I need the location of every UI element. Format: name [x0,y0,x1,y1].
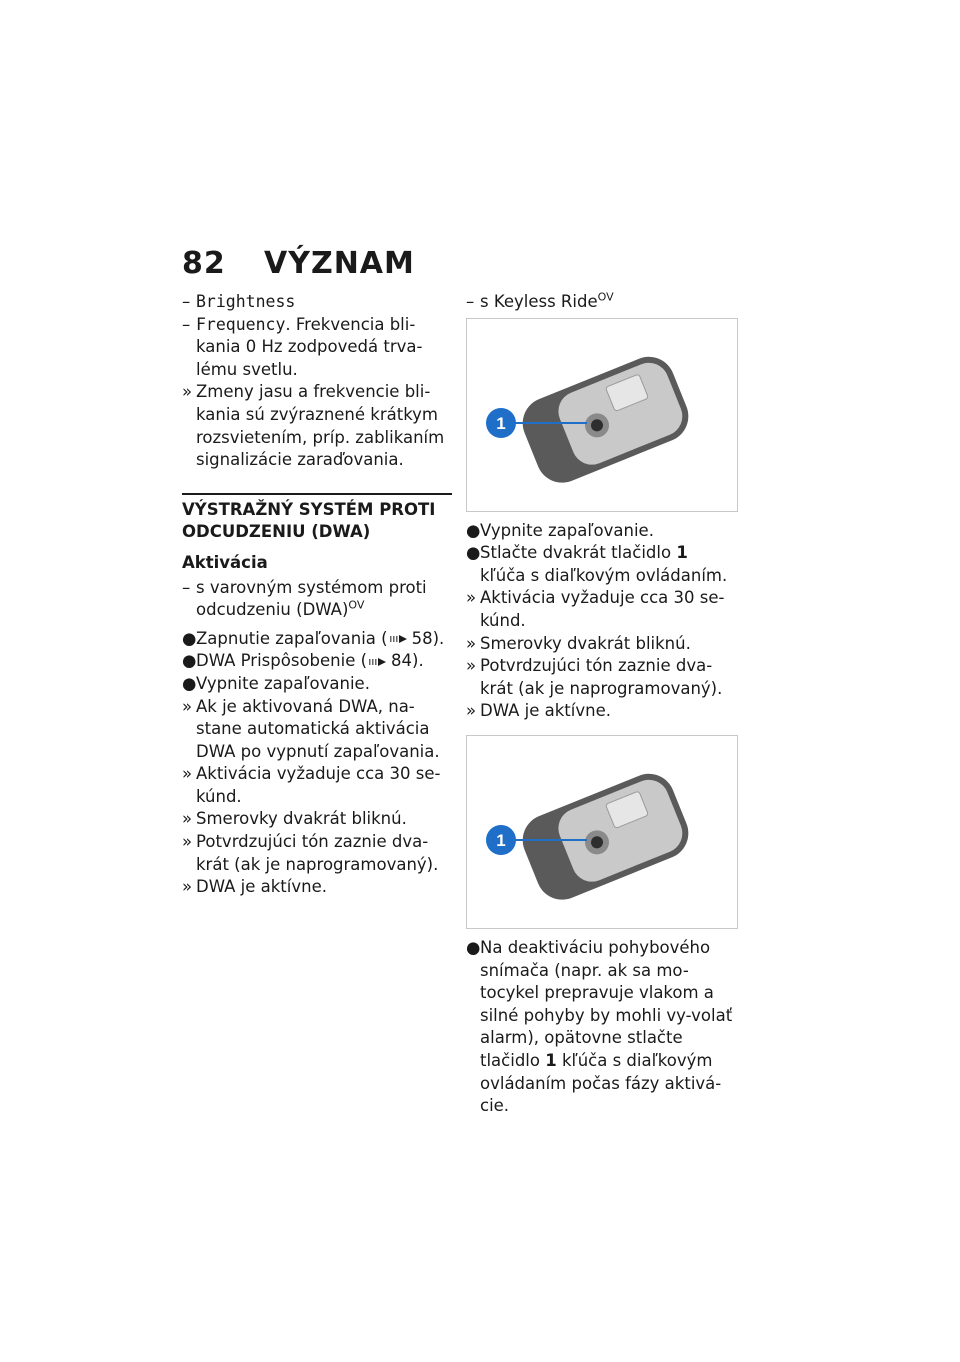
result-item [182,763,452,808]
page-reference-icon [367,656,391,668]
key-fob-figure-2 [466,735,738,929]
result-marker: » [466,588,477,608]
list-item-brightness [182,291,452,314]
result-item [466,587,738,632]
page-reference-icon [388,633,412,645]
page-link[interactable]: 58). [411,628,445,648]
result-item [182,381,452,471]
bullet-marker: ● [182,651,197,671]
list-item-alarm-system [182,577,452,622]
result-marker: » [182,382,193,402]
bullet-marker: ● [466,520,481,540]
result-marker: » [466,701,477,721]
result-item [182,696,452,764]
result-text: DWA je aktívne. [480,701,611,721]
result-marker: » [182,877,193,897]
dash-marker: – [182,577,191,597]
step-text: Vypnite zapaľovanie. [196,673,370,693]
step-text: Vypnite zapaľovanie. [480,520,654,540]
list-item-frequency [182,314,452,382]
result-item [466,655,738,700]
dash-marker: – [182,292,191,311]
result-text: Potvrdzujúci tón zaznie dva-krát (ak je naprogramovaný). [480,656,723,698]
step-item [466,937,738,1118]
step-item [466,542,738,587]
result-text: Aktivácia vyžaduje cca 30 se-kúnd. [480,588,725,630]
button-reference: 1 [676,543,688,563]
page-link[interactable]: 84). [391,651,424,671]
result-text: Ak je aktivovaná DWA, na-stane automatická aktivácia DWA po vypnutí zapaľovania. [196,696,440,761]
result-item [466,633,738,656]
step-text: kľúča s diaľkovým ovládaním. [480,565,728,585]
key-fob-illustration [467,736,737,928]
right-column [466,291,738,1118]
step-item [466,520,738,543]
result-marker: » [182,764,193,784]
dash-marker: – [182,314,191,334]
callout-number: 1 [496,830,506,850]
result-marker: » [182,809,193,829]
result-text: Smerovky dvakrát bliknú. [480,633,691,653]
step-text: Na deaktiváciu pohybového snímača (napr. ak sa mo-tocykel prepravuje vlakom a silné pohyby by mohli vy-volať alarm), opätovne stlačte tlačidlo [480,937,733,1070]
list-item-keyless-ride [466,291,738,314]
step-item [182,673,452,696]
result-text: Smerovky dvakrát bliknú. [196,809,407,829]
callout-number: 1 [496,413,506,433]
result-text: Potvrdzujúci tón zaznie dva-krát (ak je naprogramovaný). [196,832,439,874]
step-item [182,628,452,651]
result-marker: » [182,696,193,716]
frequency-text: . Frekvencia bli-kania 0 Hz zodpovedá trva-lému svetlu. [196,314,423,379]
page-header [182,246,415,281]
bullet-marker: ● [182,628,197,648]
bullet-marker: ● [182,673,197,693]
result-item [182,831,452,876]
result-marker: » [466,656,477,676]
button-reference: 1 [545,1050,557,1070]
section-divider [182,493,452,544]
option-superscript: OV [597,290,614,304]
result-text: Zmeny jasu a frekvencie bli-kania sú zvýraznené krátkym rozsvietením, príp. zablikaním signalizácie zaraďovania. [196,382,445,470]
dash-marker: – [466,292,475,311]
left-column [182,291,452,899]
step-text: Stlačte dvakrát tlačidlo [480,543,677,563]
step-text: DWA Prispôsobenie ( [196,651,368,671]
step-item [182,650,452,673]
bullet-marker: ● [466,937,481,957]
result-item [466,700,738,723]
result-item [182,808,452,831]
result-item [182,876,452,899]
section-title: VÝSTRAŽNÝ SYSTÉM PROTI ODCUDZENIU (DWA) [182,499,436,542]
result-text: DWA je aktívne. [196,877,327,897]
frequency-code: Frequency [196,314,286,334]
result-text: Aktivácia vyžaduje cca 30 se-kúnd. [196,764,441,806]
page-number: 82 [182,246,226,281]
option-superscript: OV [348,598,365,612]
brightness-code: Brightness [196,292,296,311]
page-title: VÝZNAM [264,246,415,281]
key-fob-figure [466,318,738,512]
subheading-activation: Aktivácia [182,552,268,572]
result-marker: » [466,633,477,653]
result-marker: » [182,832,193,852]
condition-text: s Keyless Ride [480,292,598,311]
key-fob-illustration [467,319,737,511]
condition-text: s varovným systémom proti odcudzeniu (DWA) [196,577,427,620]
bullet-marker: ● [466,543,481,563]
step-text: kľúča s diaľkovým ovládaním počas fázy aktivá-cie. [480,1050,722,1116]
step-text: Zapnutie zapaľovania ( [196,628,388,648]
